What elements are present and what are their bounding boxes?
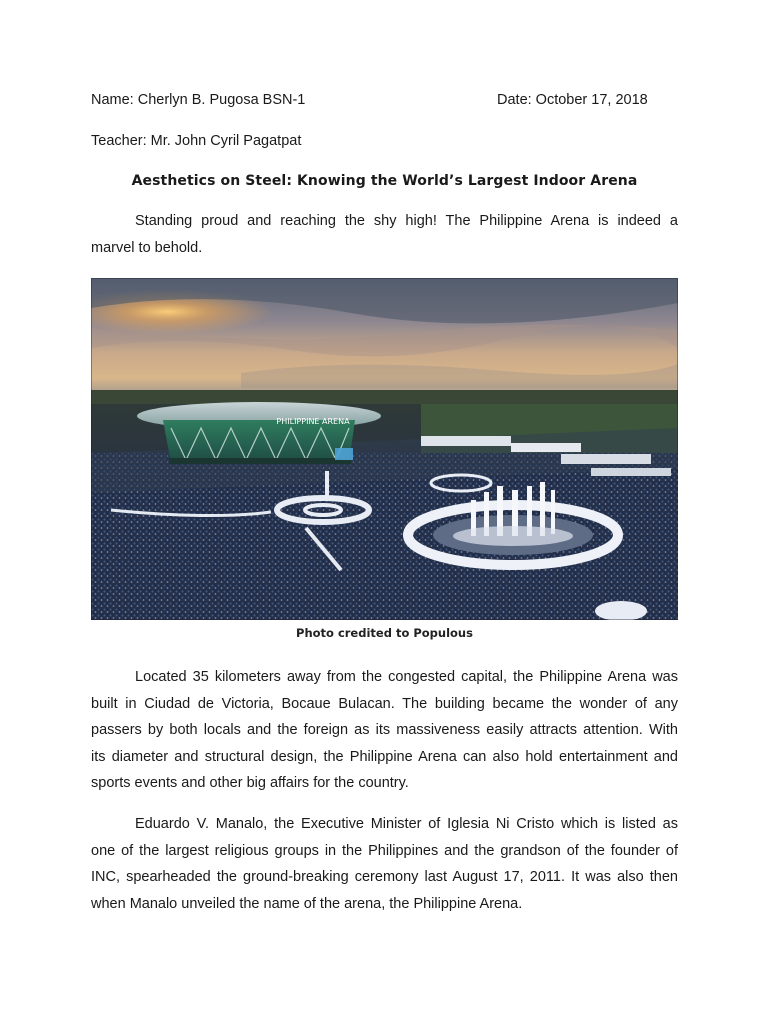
arena-photo [91,278,678,620]
paragraph-line: Standing proud and reaching the shy high! The Philippine Arena is indeed a [135,213,678,229]
document-title: Aesthetics on Steel: Knowing the World’s Largest Indoor Arena [131,173,638,189]
history-paragraph [91,811,678,917]
paragraph-line: one of the largest religious groups in the Philippines and the grandson of the founder of [91,842,678,859]
date-line: Date: October 17, 2018 [497,92,648,108]
paragraph-line: built in Ciudad de Victoria, Bocaue Bulacan. The building became the wonder of any [91,695,678,712]
paragraph-line: marvel to behold. [91,239,203,256]
location-paragraph [91,664,678,797]
intro-paragraph [91,208,678,261]
paragraph-line: passers by both locals and the foreign as its massiveness easily attracts attention. With [91,722,678,738]
paragraph-line: Located 35 kilometers away from the congested capital, the Philippine Arena was [135,669,678,685]
teacher-line: Teacher: Mr. John Cyril Pagatpat [91,133,302,149]
arena-sign-text: PHILIPPINE ARENA [276,417,350,426]
paragraph-line: its diameter and structural design, the Philippine Arena can also hold entertainment and [91,748,678,765]
student-name-line: Name: Cherlyn B. Pugosa BSN-1 [91,92,306,108]
paragraph-line: sports events and other big affairs for the country. [91,775,409,791]
photo-caption: Photo credited to Populous [296,626,473,640]
paragraph-line: Eduardo V. Manalo, the Executive Minister of Iglesia Ni Cristo which is listed as [135,816,678,832]
paragraph-line: INC, spearheaded the ground-breaking ceremony last August 17, 2011. It was also then [91,869,678,885]
paragraph-line: when Manalo unveiled the name of the arena, the Philippine Arena. [91,895,523,912]
